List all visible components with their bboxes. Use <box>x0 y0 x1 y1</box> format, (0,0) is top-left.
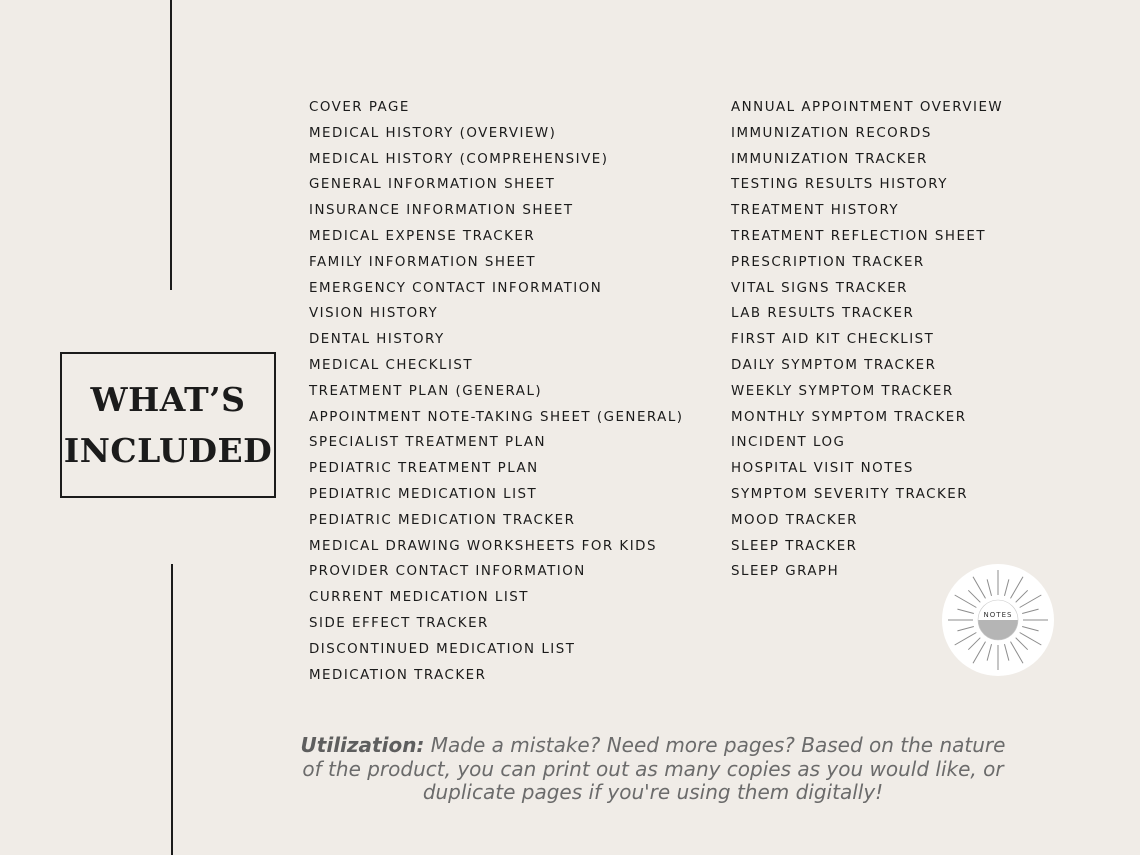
logo-ray <box>968 638 980 650</box>
logo-text: NOTES <box>983 611 1013 619</box>
included-item: DENTAL HISTORY <box>309 332 445 348</box>
logo-ray <box>1020 595 1042 608</box>
logo-ray <box>987 579 991 595</box>
divider-line-bottom <box>171 564 173 855</box>
brand-logo <box>942 564 1054 676</box>
included-item: APPOINTMENT NOTE-TAKING SHEET (GENERAL) <box>309 409 684 425</box>
included-item: MEDICAL DRAWING WORKSHEETS FOR KIDS <box>309 538 657 554</box>
included-item: MONTHLY SYMPTOM TRACKER <box>731 409 967 425</box>
logo-ray <box>1011 642 1024 664</box>
included-item: PEDIATRIC MEDICATION LIST <box>309 486 538 502</box>
included-item: PEDIATRIC MEDICATION TRACKER <box>309 512 576 528</box>
included-item: MEDICAL HISTORY (COMPREHENSIVE) <box>309 151 609 167</box>
logo-ray <box>955 595 977 608</box>
included-item: PEDIATRIC TREATMENT PLAN <box>309 461 539 477</box>
included-item: TREATMENT HISTORY <box>731 203 900 219</box>
included-item: INSURANCE INFORMATION SHEET <box>309 203 574 219</box>
included-item: MEDICAL CHECKLIST <box>309 357 474 373</box>
included-item: VITAL SIGNS TRACKER <box>731 280 908 296</box>
included-item: GENERAL INFORMATION SHEET <box>309 177 556 193</box>
sunburst-logo-icon <box>942 564 1054 676</box>
included-item: DAILY SYMPTOM TRACKER <box>731 357 937 373</box>
included-item: ANNUAL APPOINTMENT OVERVIEW <box>731 100 1004 115</box>
title-line-1: WHAT’S <box>90 380 246 419</box>
included-item: SLEEP GRAPH <box>731 564 840 580</box>
logo-ray <box>1016 590 1028 602</box>
included-item: SYMPTOM SEVERITY TRACKER <box>731 486 969 502</box>
included-item: LAB RESULTS TRACKER <box>731 306 915 322</box>
logo-ray <box>973 642 986 664</box>
included-item: TREATMENT REFLECTION SHEET <box>731 228 987 244</box>
logo-ray <box>973 577 986 599</box>
included-item: IMMUNIZATION TRACKER <box>731 151 928 167</box>
included-item: SLEEP TRACKER <box>731 538 858 554</box>
included-item: SIDE EFFECT TRACKER <box>309 615 489 631</box>
included-item: TREATMENT PLAN (GENERAL) <box>309 383 543 399</box>
divider-line-top <box>170 0 172 290</box>
included-item: INCIDENT LOG <box>731 435 846 451</box>
logo-ray <box>957 626 973 630</box>
utilization-text: Made a mistake? Need more pages? Based on the nature of the product, you can print out as many copies as you would like, or duplicate pages if you're using them digitally! <box>302 733 1006 804</box>
included-item: FAMILY INFORMATION SHEET <box>309 254 537 270</box>
logo-ray <box>1016 638 1028 650</box>
included-item: VISION HISTORY <box>309 306 439 322</box>
included-item: MOOD TRACKER <box>731 512 858 528</box>
logo-ray <box>1020 633 1042 646</box>
logo-ray <box>987 644 991 660</box>
included-item: MEDICAL EXPENSE TRACKER <box>309 228 536 244</box>
included-item: DISCONTINUED MEDICATION LIST <box>309 641 576 657</box>
logo-ray <box>1022 626 1038 630</box>
included-item: IMMUNIZATION RECORDS <box>731 125 932 141</box>
included-item: MEDICATION TRACKER <box>309 667 487 683</box>
utilization-label: Utilization: <box>300 733 425 757</box>
title-line-2: INCLUDED <box>63 431 273 470</box>
included-item: MEDICAL HISTORY (OVERVIEW) <box>309 125 557 141</box>
included-item: FIRST AID KIT CHECKLIST <box>731 332 935 348</box>
included-item: EMERGENCY CONTACT INFORMATION <box>309 280 603 296</box>
included-list-right <box>731 95 1003 585</box>
included-item: WEEKLY SYMPTOM TRACKER <box>731 383 954 399</box>
included-item: TESTING RESULTS HISTORY <box>731 177 948 193</box>
utilization-note <box>292 734 1014 805</box>
whats-included-title-box <box>60 352 276 498</box>
included-item: COVER PAGE <box>309 100 410 115</box>
logo-ray <box>968 590 980 602</box>
included-item: PROVIDER CONTACT INFORMATION <box>309 564 586 580</box>
logo-ray <box>1004 579 1008 595</box>
included-list-left <box>309 95 684 688</box>
logo-ray <box>955 633 977 646</box>
included-item: CURRENT MEDICATION LIST <box>309 590 529 606</box>
included-item: HOSPITAL VISIT NOTES <box>731 461 914 477</box>
logo-ray <box>1004 644 1008 660</box>
included-item: SPECIALIST TREATMENT PLAN <box>309 435 547 451</box>
included-item: PRESCRIPTION TRACKER <box>731 254 925 270</box>
logo-ray <box>1011 577 1024 599</box>
